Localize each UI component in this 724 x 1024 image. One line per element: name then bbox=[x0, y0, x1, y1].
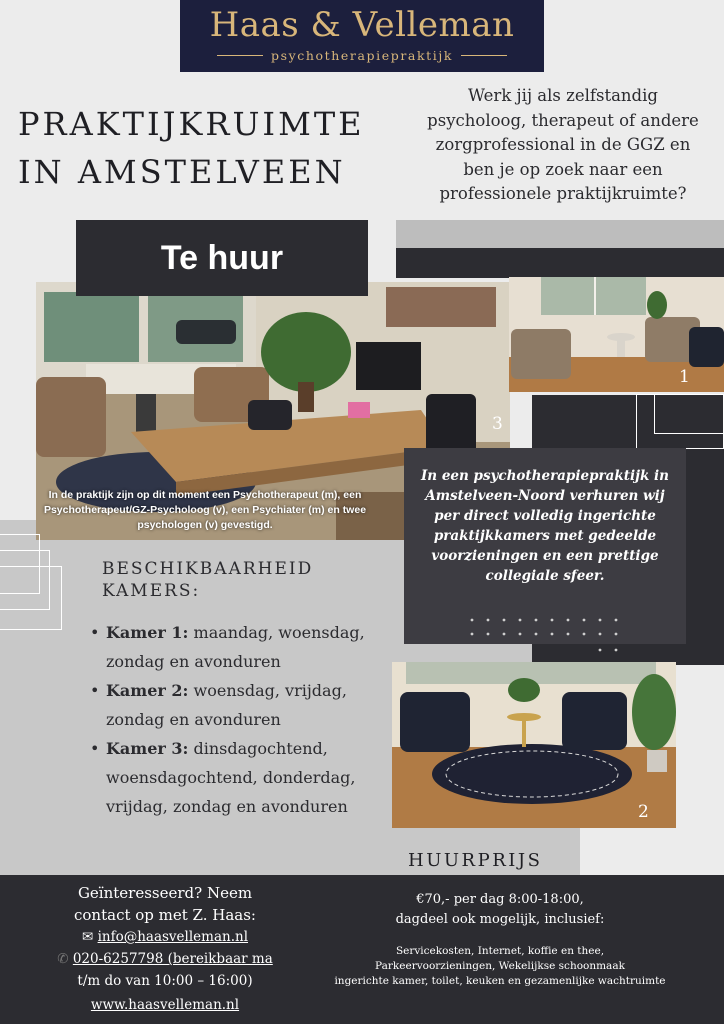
price-line-2: dagdeel ook mogelijk, inclusief: bbox=[395, 912, 605, 927]
photo-number: 2 bbox=[638, 802, 649, 822]
logo-divider bbox=[461, 55, 507, 56]
photo-number: 3 bbox=[492, 414, 503, 434]
phone-icon: ✆ bbox=[57, 951, 69, 967]
availability-heading bbox=[102, 558, 313, 602]
price-includes bbox=[330, 944, 670, 989]
room-2-illustration bbox=[392, 662, 676, 828]
info-text: In een psychotherapiepraktijk in Amstelveen-Noord verhuren wij per direct volledig ingerichte praktijkkamers met gedeelde voorzieningen en een prettige collegiale sfeer. bbox=[420, 468, 669, 584]
decor-band-grey bbox=[396, 220, 724, 248]
title-line-2: IN AMSTELVEEN bbox=[18, 153, 346, 191]
envelope-icon: ✉ bbox=[81, 929, 94, 945]
list-item bbox=[84, 618, 404, 676]
website-row bbox=[40, 994, 290, 1016]
phone-link[interactable]: 020-6257798 (bereikbaar ma bbox=[72, 951, 273, 967]
photo-number: 1 bbox=[679, 367, 690, 387]
logo-divider bbox=[217, 55, 263, 56]
email-row bbox=[40, 926, 290, 948]
for-rent-badge: Te huur bbox=[76, 220, 368, 296]
photo-caption: In de praktijk zijn op dit moment een Psychotherapeut (m), een Psychotherapeut/GZ-Psycholoog (v), een Psychiater (m) en twee psychologen (v) gevestigd. bbox=[43, 489, 367, 531]
bullet-icon: • bbox=[90, 623, 100, 642]
price-includes-2: Parkeervoorzieningen, Wekelijkse schoonmaak bbox=[375, 960, 625, 972]
room-name: Kamer 1: bbox=[106, 623, 189, 642]
logo-subtitle: psychotherapiepraktijk bbox=[270, 48, 454, 63]
bullet-icon: • bbox=[90, 681, 100, 700]
price-includes-3: ingerichte kamer, toilet, keuken en gezamenlijke wachtruimte bbox=[334, 975, 666, 987]
availability-heading-line-2: KAMERS: bbox=[102, 581, 201, 601]
availability-heading-line-1: BESCHIKBAARHEID bbox=[102, 559, 314, 579]
price-line-1: €70,- per dag 8:00-18:00, bbox=[416, 892, 584, 907]
email-link[interactable]: info@haasvelleman.nl bbox=[97, 929, 249, 945]
room-times: maandag, woensdag, zondag en avonduren bbox=[106, 623, 365, 671]
price-block bbox=[330, 890, 670, 989]
contact-hours: t/m do van 10:00 – 16:00) bbox=[77, 973, 253, 989]
price-includes-1: Servicekosten, Internet, koffie en thee, bbox=[395, 945, 605, 957]
logo bbox=[180, 0, 544, 72]
title-line-1: PRAKTIJKRUIMTE bbox=[18, 105, 365, 143]
room-1-illustration bbox=[509, 277, 724, 392]
list-item bbox=[84, 676, 404, 734]
list-item bbox=[84, 734, 404, 821]
decor-dots bbox=[468, 614, 628, 654]
photo-room-1 bbox=[509, 277, 724, 392]
bullet-icon: • bbox=[90, 739, 100, 758]
room-name: Kamer 2: bbox=[106, 681, 189, 700]
room-times: dinsdagochtend, woensdagochtend, donderdag, vrijdag, zondag en avonduren bbox=[106, 739, 356, 816]
photo-room-2 bbox=[392, 662, 676, 828]
phone-row bbox=[40, 948, 290, 970]
decor-band-dark bbox=[396, 248, 724, 278]
decor-outline-square bbox=[654, 394, 724, 434]
decor-outline-square bbox=[0, 566, 62, 630]
page-title bbox=[18, 100, 398, 196]
contact-line-2: contact op met Z. Haas: bbox=[74, 906, 256, 924]
logo-subtitle-row bbox=[180, 48, 544, 63]
contact-line-1: Geïnteresseerd? Neem bbox=[77, 884, 253, 902]
room-list bbox=[84, 618, 404, 821]
website-link[interactable]: www.haasvelleman.nl bbox=[90, 997, 240, 1013]
price-heading: HUURPRIJS bbox=[408, 850, 543, 871]
logo-name: Haas & Velleman bbox=[209, 5, 515, 45]
contact-block bbox=[40, 882, 290, 1016]
room-name: Kamer 3: bbox=[106, 739, 189, 758]
room-times: woensdag, vrijdag, zondag en avonduren bbox=[106, 681, 347, 729]
intro-text: Werk jij als zelfstandig psycholoog, therapeut of andere zorgprofessional in de GGZ en ben je op zoek naar een professionele praktijkruimte? bbox=[427, 86, 699, 203]
